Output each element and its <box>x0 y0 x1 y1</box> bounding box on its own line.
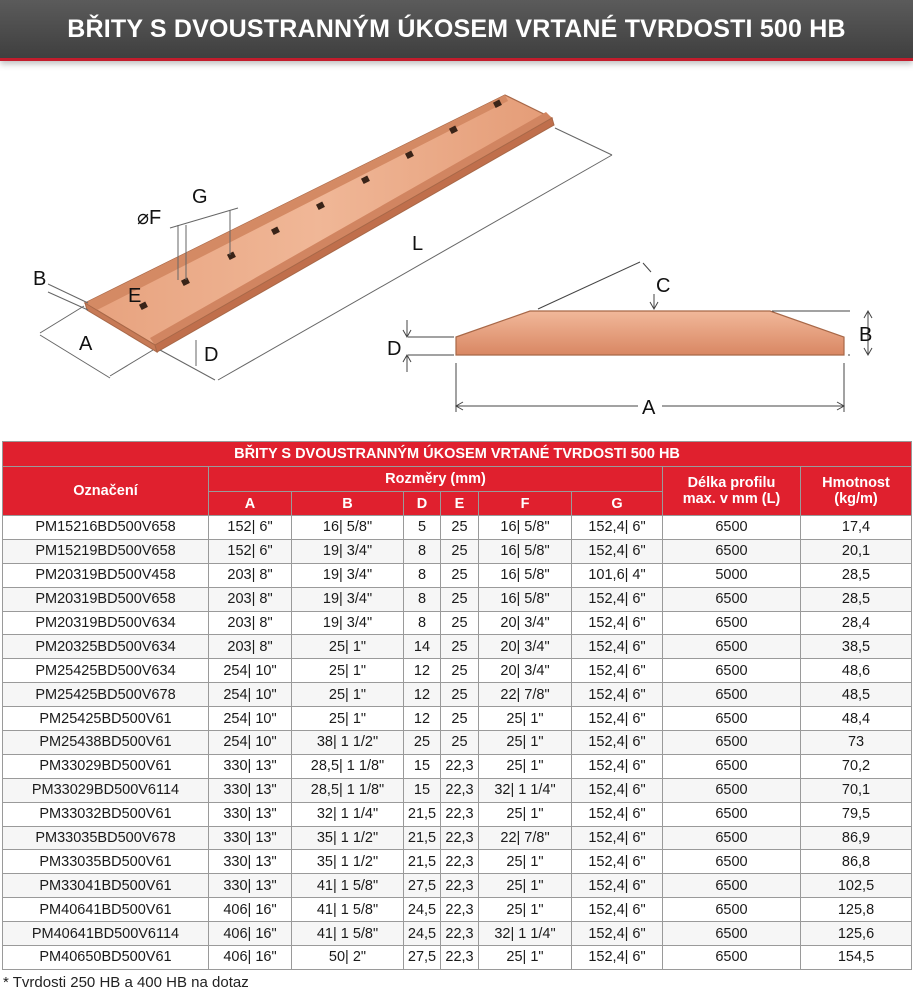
table-row <box>3 539 912 563</box>
cell-e: 25 <box>441 539 479 563</box>
cell-code: PM20319BD500V658 <box>3 587 209 611</box>
cell-b: 35| 1 1/2" <box>292 826 404 850</box>
cell-w: 70,1 <box>801 778 912 802</box>
label-a-profile: A <box>642 397 656 419</box>
label-f: ⌀F <box>137 207 162 229</box>
header-e: E <box>441 492 479 516</box>
cell-w: 73 <box>801 731 912 755</box>
cell-code: PM20325BD500V634 <box>3 635 209 659</box>
cell-f: 20| 3/4" <box>479 659 572 683</box>
cell-a: 330| 13" <box>209 826 292 850</box>
cell-code: PM15216BD500V658 <box>3 516 209 540</box>
cell-b: 38| 1 1/2" <box>292 731 404 755</box>
cell-d: 12 <box>404 683 441 707</box>
cell-code: PM40641BD500V61 <box>3 898 209 922</box>
title-bar <box>0 0 913 58</box>
table-row <box>3 826 912 850</box>
cell-f: 32| 1 1/4" <box>479 922 572 946</box>
label-d-3d: D <box>204 344 219 366</box>
cell-e: 25 <box>441 707 479 731</box>
cell-g: 152,4| 6" <box>572 731 663 755</box>
header-dimensions: Rozměry (mm) <box>209 467 663 492</box>
cell-code: PM33035BD500V678 <box>3 826 209 850</box>
cell-d: 27,5 <box>404 874 441 898</box>
cell-d: 14 <box>404 635 441 659</box>
cell-f: 20| 3/4" <box>479 635 572 659</box>
cell-a: 152| 6" <box>209 516 292 540</box>
cell-e: 22,3 <box>441 802 479 826</box>
technical-drawing <box>0 62 913 438</box>
header-g: G <box>572 492 663 516</box>
cell-f: 16| 5/8" <box>479 563 572 587</box>
cell-d: 8 <box>404 539 441 563</box>
cell-f: 25| 1" <box>479 707 572 731</box>
cell-e: 22,3 <box>441 850 479 874</box>
table-row <box>3 611 912 635</box>
cell-d: 15 <box>404 778 441 802</box>
cell-e: 22,3 <box>441 874 479 898</box>
cell-w: 48,5 <box>801 683 912 707</box>
table-row <box>3 683 912 707</box>
cell-a: 254| 10" <box>209 707 292 731</box>
table-row <box>3 635 912 659</box>
cell-w: 70,2 <box>801 754 912 778</box>
cell-w: 86,8 <box>801 850 912 874</box>
cell-code: PM25425BD500V61 <box>3 707 209 731</box>
table-row <box>3 754 912 778</box>
cell-code: PM20319BD500V458 <box>3 563 209 587</box>
label-g: G <box>192 186 208 208</box>
table-row <box>3 802 912 826</box>
cell-b: 25| 1" <box>292 659 404 683</box>
cell-f: 22| 7/8" <box>479 826 572 850</box>
cell-l: 6500 <box>663 898 801 922</box>
header-weight-line2: (kg/m) <box>834 491 878 507</box>
cell-b: 25| 1" <box>292 707 404 731</box>
cell-w: 125,6 <box>801 922 912 946</box>
cell-g: 152,4| 6" <box>572 611 663 635</box>
cell-a: 330| 13" <box>209 874 292 898</box>
blade-profile <box>387 262 872 419</box>
cell-code: PM20319BD500V634 <box>3 611 209 635</box>
cell-d: 27,5 <box>404 946 441 970</box>
cell-b: 50| 2" <box>292 946 404 970</box>
cell-b: 41| 1 5/8" <box>292 874 404 898</box>
cell-l: 6500 <box>663 826 801 850</box>
footnote: * Tvrdosti 250 HB a 400 HB na dotaz <box>3 974 249 991</box>
cell-a: 254| 10" <box>209 731 292 755</box>
label-d-profile: D <box>387 338 402 360</box>
cell-l: 6500 <box>663 946 801 970</box>
cell-code: PM33032BD500V61 <box>3 802 209 826</box>
cell-w: 28,5 <box>801 587 912 611</box>
cell-l: 6500 <box>663 874 801 898</box>
cell-w: 86,9 <box>801 826 912 850</box>
cell-d: 25 <box>404 731 441 755</box>
cell-a: 152| 6" <box>209 539 292 563</box>
cell-b: 19| 3/4" <box>292 539 404 563</box>
cell-d: 8 <box>404 563 441 587</box>
cell-l: 6500 <box>663 754 801 778</box>
cell-w: 79,5 <box>801 802 912 826</box>
cell-d: 15 <box>404 754 441 778</box>
cell-w: 125,8 <box>801 898 912 922</box>
cell-g: 152,4| 6" <box>572 635 663 659</box>
cell-w: 48,4 <box>801 707 912 731</box>
header-designation: Označení <box>3 467 209 516</box>
cell-e: 25 <box>441 683 479 707</box>
cell-l: 6500 <box>663 707 801 731</box>
cell-e: 25 <box>441 635 479 659</box>
cell-w: 154,5 <box>801 946 912 970</box>
cell-code: PM33035BD500V61 <box>3 850 209 874</box>
cell-l: 6500 <box>663 802 801 826</box>
cell-g: 152,4| 6" <box>572 707 663 731</box>
cell-a: 406| 16" <box>209 946 292 970</box>
header-f: F <box>479 492 572 516</box>
cell-code: PM40641BD500V6114 <box>3 922 209 946</box>
cell-b: 41| 1 5/8" <box>292 922 404 946</box>
table-row <box>3 659 912 683</box>
cell-d: 21,5 <box>404 850 441 874</box>
cell-a: 203| 8" <box>209 587 292 611</box>
cell-l: 6500 <box>663 850 801 874</box>
header-weight <box>801 467 912 516</box>
cell-e: 22,3 <box>441 898 479 922</box>
cell-l: 6500 <box>663 539 801 563</box>
cell-d: 8 <box>404 587 441 611</box>
cell-b: 19| 3/4" <box>292 563 404 587</box>
table-row <box>3 563 912 587</box>
table-row <box>3 922 912 946</box>
cell-d: 12 <box>404 707 441 731</box>
table-row <box>3 850 912 874</box>
cell-w: 28,4 <box>801 611 912 635</box>
cell-code: PM40650BD500V61 <box>3 946 209 970</box>
cell-b: 19| 3/4" <box>292 611 404 635</box>
cell-w: 17,4 <box>801 516 912 540</box>
table-row <box>3 587 912 611</box>
cell-g: 152,4| 6" <box>572 922 663 946</box>
cell-f: 25| 1" <box>479 946 572 970</box>
cell-d: 8 <box>404 611 441 635</box>
cell-f: 32| 1 1/4" <box>479 778 572 802</box>
header-weight-line1: Hmotnost <box>822 475 890 491</box>
cell-d: 21,5 <box>404 826 441 850</box>
drawing-svg <box>0 62 913 438</box>
cell-code: PM15219BD500V658 <box>3 539 209 563</box>
label-b-3d: B <box>33 268 47 290</box>
specification-table <box>2 441 912 970</box>
cell-l: 6500 <box>663 587 801 611</box>
cell-d: 12 <box>404 659 441 683</box>
cell-w: 102,5 <box>801 874 912 898</box>
cell-g: 152,4| 6" <box>572 659 663 683</box>
cell-l: 6500 <box>663 778 801 802</box>
cell-d: 21,5 <box>404 802 441 826</box>
page-title: BŘITY S DVOUSTRANNÝM ÚKOSEM VRTANÉ TVRDOSTI 500 HB <box>67 15 846 43</box>
table-row <box>3 516 912 540</box>
cell-b: 28,5| 1 1/8" <box>292 754 404 778</box>
cell-b: 28,5| 1 1/8" <box>292 778 404 802</box>
cell-a: 330| 13" <box>209 802 292 826</box>
cell-f: 25| 1" <box>479 731 572 755</box>
cell-a: 203| 8" <box>209 611 292 635</box>
cell-g: 152,4| 6" <box>572 778 663 802</box>
cell-w: 48,6 <box>801 659 912 683</box>
cell-g: 152,4| 6" <box>572 850 663 874</box>
cell-l: 6500 <box>663 516 801 540</box>
label-e: E <box>128 285 142 307</box>
table-row <box>3 778 912 802</box>
cell-f: 20| 3/4" <box>479 611 572 635</box>
cell-d: 5 <box>404 516 441 540</box>
cell-e: 25 <box>441 587 479 611</box>
cell-l: 6500 <box>663 922 801 946</box>
table-row <box>3 707 912 731</box>
cell-w: 20,1 <box>801 539 912 563</box>
cell-a: 330| 13" <box>209 778 292 802</box>
header-length <box>663 467 801 516</box>
cell-code: PM33029BD500V6114 <box>3 778 209 802</box>
cell-g: 152,4| 6" <box>572 539 663 563</box>
table-row <box>3 898 912 922</box>
cell-b: 35| 1 1/2" <box>292 850 404 874</box>
cell-f: 16| 5/8" <box>479 539 572 563</box>
header-length-line1: Délka profilu <box>687 475 776 491</box>
label-l: L <box>412 233 424 255</box>
cell-w: 38,5 <box>801 635 912 659</box>
cell-code: PM25425BD500V678 <box>3 683 209 707</box>
cell-f: 25| 1" <box>479 874 572 898</box>
cell-f: 25| 1" <box>479 850 572 874</box>
cell-a: 203| 8" <box>209 635 292 659</box>
cell-e: 25 <box>441 731 479 755</box>
header-a: A <box>209 492 292 516</box>
cell-e: 22,3 <box>441 946 479 970</box>
cell-code: PM33029BD500V61 <box>3 754 209 778</box>
cell-g: 152,4| 6" <box>572 754 663 778</box>
cell-code: PM25438BD500V61 <box>3 731 209 755</box>
cell-f: 16| 5/8" <box>479 587 572 611</box>
cell-a: 203| 8" <box>209 563 292 587</box>
cell-b: 41| 1 5/8" <box>292 898 404 922</box>
cell-l: 6500 <box>663 611 801 635</box>
label-c: C <box>656 275 671 297</box>
cell-a: 330| 13" <box>209 850 292 874</box>
cell-l: 6500 <box>663 731 801 755</box>
cell-e: 22,3 <box>441 778 479 802</box>
cell-b: 25| 1" <box>292 635 404 659</box>
cell-a: 330| 13" <box>209 754 292 778</box>
label-b-profile: B <box>859 324 873 346</box>
cell-f: 16| 5/8" <box>479 516 572 540</box>
header-length-line2: max. v mm (L) <box>682 491 781 507</box>
cell-e: 22,3 <box>441 826 479 850</box>
table-row <box>3 731 912 755</box>
cell-e: 22,3 <box>441 754 479 778</box>
cell-code: PM25425BD500V634 <box>3 659 209 683</box>
cell-g: 152,4| 6" <box>572 946 663 970</box>
title-underline <box>0 58 913 61</box>
cell-d: 24,5 <box>404 922 441 946</box>
table-caption: BŘITY S DVOUSTRANNÝM ÚKOSEM VRTANÉ TVRDOSTI 500 HB <box>3 442 912 467</box>
cell-g: 152,4| 6" <box>572 898 663 922</box>
cell-g: 152,4| 6" <box>572 802 663 826</box>
header-b: B <box>292 492 404 516</box>
cell-b: 25| 1" <box>292 683 404 707</box>
cell-w: 28,5 <box>801 563 912 587</box>
cell-e: 22,3 <box>441 922 479 946</box>
table-row <box>3 874 912 898</box>
cell-a: 254| 10" <box>209 683 292 707</box>
cell-f: 25| 1" <box>479 754 572 778</box>
cell-b: 16| 5/8" <box>292 516 404 540</box>
cell-b: 32| 1 1/4" <box>292 802 404 826</box>
cell-g: 101,6| 4" <box>572 563 663 587</box>
cell-g: 152,4| 6" <box>572 874 663 898</box>
cell-f: 25| 1" <box>479 898 572 922</box>
cell-g: 152,4| 6" <box>572 683 663 707</box>
cell-l: 6500 <box>663 683 801 707</box>
table-row <box>3 946 912 970</box>
cell-l: 5000 <box>663 563 801 587</box>
table-body <box>3 516 912 970</box>
cell-a: 254| 10" <box>209 659 292 683</box>
cell-d: 24,5 <box>404 898 441 922</box>
cell-l: 6500 <box>663 635 801 659</box>
cell-a: 406| 16" <box>209 898 292 922</box>
cell-code: PM33041BD500V61 <box>3 874 209 898</box>
header-d: D <box>404 492 441 516</box>
label-a-3d: A <box>79 333 93 355</box>
cell-g: 152,4| 6" <box>572 587 663 611</box>
cell-f: 25| 1" <box>479 802 572 826</box>
cell-g: 152,4| 6" <box>572 516 663 540</box>
cell-g: 152,4| 6" <box>572 826 663 850</box>
cell-l: 6500 <box>663 659 801 683</box>
cell-e: 25 <box>441 516 479 540</box>
cell-e: 25 <box>441 659 479 683</box>
cell-b: 19| 3/4" <box>292 587 404 611</box>
cell-a: 406| 16" <box>209 922 292 946</box>
cell-e: 25 <box>441 563 479 587</box>
cell-e: 25 <box>441 611 479 635</box>
cell-f: 22| 7/8" <box>479 683 572 707</box>
